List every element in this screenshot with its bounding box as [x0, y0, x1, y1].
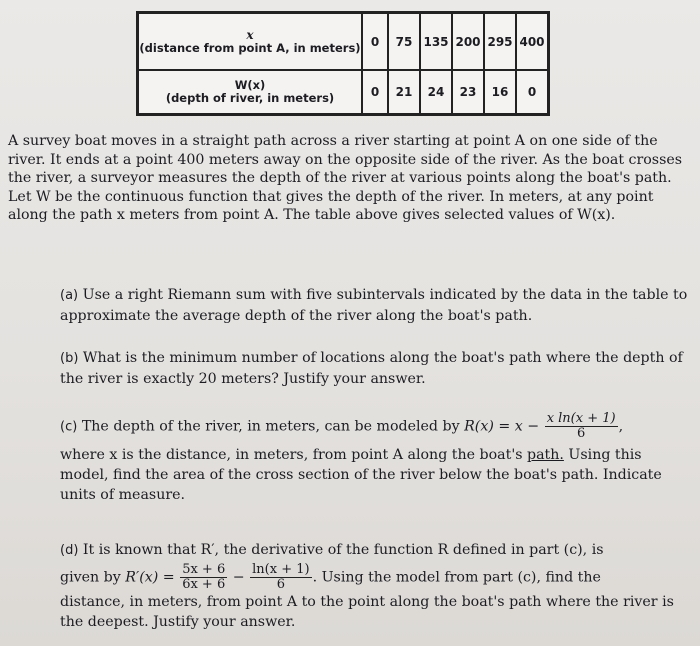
part-a-text: Use a right Riemann sum with five subintervals indicated by the data in the table to approximate the average depth of the river along the boat's path. — [60, 287, 688, 324]
part-d-given-by: given by — [60, 569, 126, 586]
x-header-var: x — [246, 27, 254, 42]
part-d-f1-numerator: 5x + 6 — [182, 562, 226, 577]
w-value-2: 24 — [420, 70, 452, 115]
part-c-model-fraction — [545, 412, 618, 441]
part-c-underlined: path. — [527, 447, 564, 463]
part-d-label: (d) — [60, 543, 79, 558]
part-d-formula-line — [60, 563, 690, 592]
x-value-5: 400 — [516, 13, 549, 71]
part-d — [60, 540, 690, 632]
part-a-label: (a) — [60, 288, 79, 303]
part-d-minus: − — [232, 569, 245, 586]
w-header — [138, 70, 363, 115]
part-d-f2-numerator: ln(x + 1) — [252, 562, 310, 577]
part-d-after: . Using the model from part (c), find the — [312, 569, 601, 586]
part-d-f2-denominator: 6 — [276, 577, 285, 592]
part-c-model-lhs: R(x) = x − — [464, 418, 540, 435]
part-c-lead: The depth of the river, in meters, can be modeled by — [81, 418, 465, 435]
w-header-desc: (depth of river, in meters) — [165, 91, 335, 105]
x-header-desc: (distance from point A, in meters) — [139, 40, 361, 55]
part-c-model-numerator: x ln(x + 1) — [546, 411, 616, 426]
part-d-f1-denominator: 6x + 6 — [182, 577, 226, 592]
part-b-label: (b) — [60, 351, 79, 366]
part-d-line3: distance, in meters, from point A to the point along the boat's path where the river is the deepest. Justify your answer. — [60, 594, 674, 630]
part-b — [60, 348, 690, 389]
x-header — [138, 13, 363, 71]
part-d-fraction-1 — [180, 563, 227, 592]
part-d-line1: It is known that R′, the derivative of the function R defined in part (c), is — [82, 542, 604, 558]
x-value-3: 200 — [452, 13, 484, 71]
w-value-5: 0 — [516, 70, 549, 115]
part-a — [60, 285, 690, 326]
part-c — [60, 412, 690, 505]
w-value-1: 21 — [388, 70, 420, 115]
part-c-text2a: where x is the distance, in meters, from point A along the boat's — [60, 447, 528, 463]
part-d-deriv-lhs: R′(x) = — [125, 569, 175, 586]
w-value-3: 23 — [452, 70, 484, 115]
problem-intro: A survey boat moves in a straight path across a river starting at point A on one side of the river. It ends at a point 400 meters away on the opposite side of the river. As the boat crosses the river, a surveyor measures the depth of the river at various points along the boat's path. Let W be the continuous function that gives the depth of the river. In meters, at any point along the path x meters from point A. The table above gives selected values of W(x). — [8, 133, 683, 224]
part-d-fraction-2 — [250, 563, 311, 592]
table-row-w — [138, 70, 549, 115]
w-value-0: 0 — [362, 70, 388, 115]
part-c-model-denominator: 6 — [577, 426, 586, 441]
part-c-tail: , — [618, 418, 624, 435]
data-table — [136, 11, 550, 116]
x-value-4: 295 — [484, 13, 516, 71]
x-value-2: 135 — [420, 13, 452, 71]
table-row-x — [138, 13, 549, 71]
part-c-label: (c) — [60, 419, 78, 435]
part-c-text2b: Using this model, find the area of the cross section of the river below the boat's path. Indicate units of measure. — [60, 447, 662, 503]
part-b-text: What is the minimum number of locations along the boat's path where the depth of the river is exactly 20 meters? Justify your answer. — [60, 350, 683, 387]
w-value-4: 16 — [484, 70, 516, 115]
part-c-body — [60, 445, 690, 505]
x-value-0: 0 — [362, 13, 388, 71]
w-header-var: W(x) — [234, 78, 266, 92]
x-value-1: 75 — [388, 13, 420, 71]
